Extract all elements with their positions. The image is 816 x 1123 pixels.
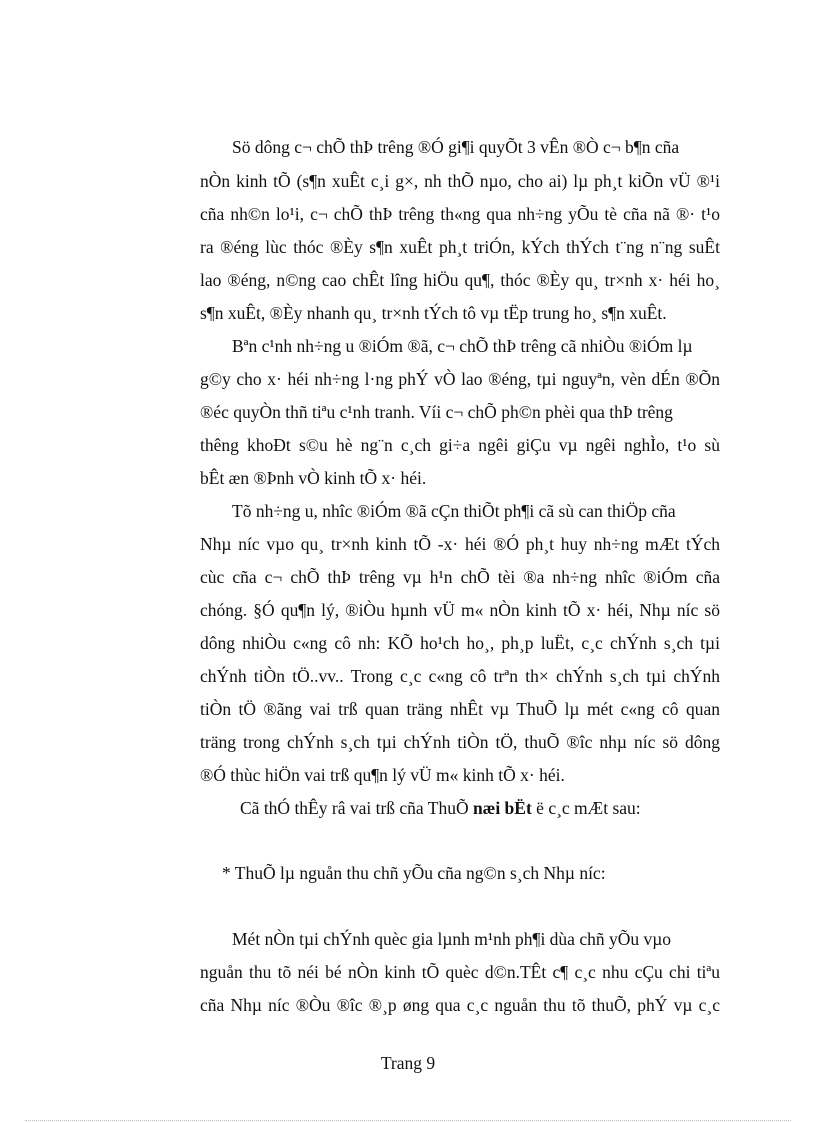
paragraph-2-line-2: g©y cho x· héi nh÷ng l·ng phÝ vÒ lao ®éng, tµi nguyªn, vèn dÉn ®Õn [200,369,720,389]
paragraph-2-line-3: ®éc quyÒn thñ tiªu c¹nh tranh. Víi c¬ chÕ ph©n phèi qua thÞ trêng [200,402,673,422]
paragraph-5-line-1: Mét nÒn tµi chÝnh quèc gia lµnh m¹nh ph¶i dùa chñ yÕu vµo [232,929,672,949]
paragraph-3-line-2: Nhµ níc vµo qu¸ tr×nh kinh tÕ -x· héi ®Ó ph¸t huy nh÷ng mÆt tÝch [200,534,720,554]
paragraph-1-line-3: cña nh©n lo¹i, c¬ chÕ thÞ trêng th«ng qua nh÷ng yÕu tè cña nã ®· t¹o [200,204,720,224]
paragraph-3-line-5: dông nhiÒu c«ng cô nh: KÕ ho¹ch ho¸, ph¸p luËt, c¸c chÝnh s¸ch tµi [200,633,720,653]
page-number: Trang 9 [380,1053,436,1073]
paragraph-4-tail: ë c¸c mÆt sau: [531,798,641,818]
paragraph-1-line-6: s¶n xuÊt, ®Èy nhanh qu¸ tr×nh tÝch tô vµ tËp trung ho¸ s¶n xuÊt. [200,303,667,323]
paragraph-2-line-4: thêng khoÐt s©u hè ng¨n c¸ch gi÷a ngêi giÇu vµ ngêi nghÌo, t¹o sù [200,435,720,455]
paragraph-3-line-6: chÝnh tiÒn tÖ..vv.. Trong c¸c c«ng cô trªn th× chÝnh s¸ch tµi chÝnh [200,666,720,686]
paragraph-2-line-5: bÊt æn ®Þnh vÒ kinh tÕ x· héi. [200,468,427,488]
paragraph-3-line-3: cùc cña c¬ chÕ thÞ trêng vµ h¹n chÕ tèi ®a nh÷ng nhîc ®iÓm cña [200,567,720,587]
paragraph-3-line-9: ®Ó thùc hiÖn vai trß qu¶n lý vÜ m« kinh tÕ x· héi. [200,765,565,785]
bullet-heading: * ThuÕ lµ nguån thu chñ yÕu cña ng©n s¸ch Nhµ níc: [222,863,606,883]
paragraph-1-line-1: Sö dông c¬ chÕ thÞ trêng ®Ó gi¶i quyÕt 3 vÊn ®Ò c¬ b¶n cña [232,137,680,157]
paragraph-5-line-3: cña Nhµ níc ®Òu ®îc ®¸p øng qua c¸c nguån thu tõ thuÕ, phÝ vµ c¸c [200,995,720,1015]
paragraph-3-line-4: chóng. §Ó qu¶n lý, ®iÒu hµnh vÜ m« nÒn kinh tÕ x· héi, Nhµ níc sö [200,600,720,620]
paragraph-2-line-1: Bªn c¹nh nh÷ng u ®iÓm ®ã, c¬ chÕ thÞ trêng cã nhiÒu ®iÓm lµ [232,336,693,356]
paragraph-4-text: Cã thÓ thÊy râ vai trß cña ThuÕ [240,798,473,818]
paragraph-3-line-7: tiÒn tÖ ®ãng vai trß quan träng nhÊt vµ ThuÕ lµ mét c«ng cô quan [200,699,720,719]
paragraph-3-line-8: träng trong chÝnh s¸ch tµi chÝnh tiÒn tÖ, thuÕ ®îc nhµ níc sö dông [200,732,720,752]
paragraph-3-line-1: Tõ nh÷ng u, nhîc ®iÓm ®ã cÇn thiÕt ph¶i cã sù can thiÖp cña [232,501,676,521]
paragraph-1-line-4: ra ®éng lùc thóc ®Èy s¶n xuÊt ph¸t triÓn, kÝch thÝch t¨ng n¨ng suÊt [200,237,720,257]
paragraph-5-line-2: nguån thu tõ néi bé nÒn kinh tÕ quèc d©n.TÊt c¶ c¸c nhu cÇu chi tiªu [200,962,720,982]
page-bottom-divider [25,1120,791,1121]
paragraph-4-bold-text: næi bËt [472,798,532,818]
paragraph-1-line-5: lao ®éng, n©ng cao chÊt lîng hiÖu qu¶, thóc ®Èy qu¸ tr×nh x· héi ho¸ [200,270,720,290]
paragraph-4 [240,797,641,819]
paragraph-1-line-2: nÒn kinh tÕ (s¶n xuÊt c¸i g×, nh thÕ nµo, cho ai) lµ ph¸t kiÕn vÜ ®¹i [200,171,720,191]
